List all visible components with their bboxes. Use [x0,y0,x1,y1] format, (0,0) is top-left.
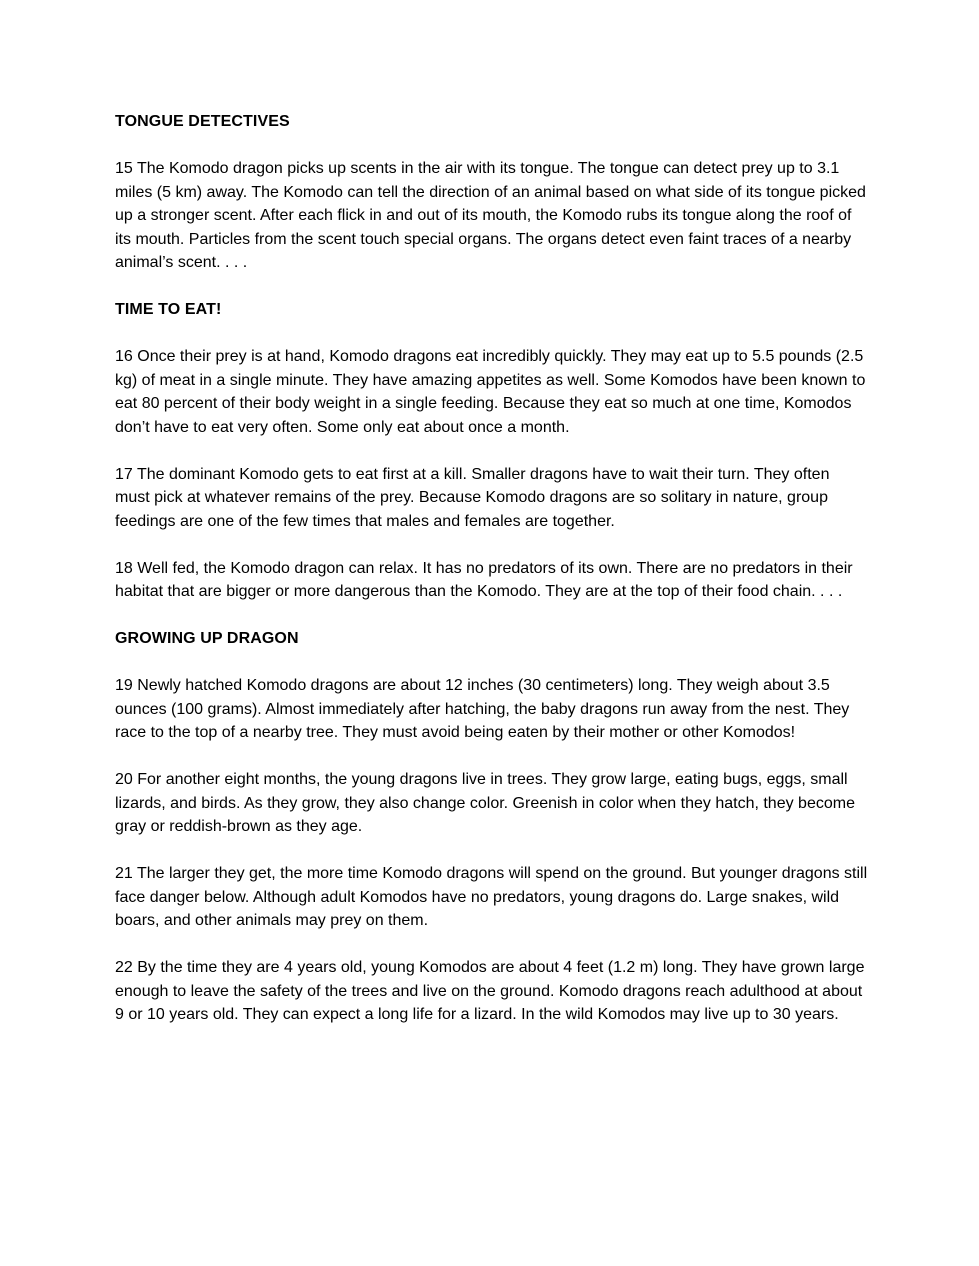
paragraph-18: 18 Well fed, the Komodo dragon can relax. It has no predators of its own. There are no predators in their habitat that are bigger or more dangerous than the Komodo. They are at the top of their food chain. . . . [115,559,853,600]
paragraph-20: 20 For another eight months, the young dragons live in trees. They grow large, eating bugs, eggs, small lizards, and birds. As they grow, they also change color. Greenish in color when they hatch, they become gray or reddish-brown as they age. [115,771,855,835]
section-heading-growing-up-dragon: GROWING UP DRAGON [115,630,299,647]
paragraph-15: 15 The Komodo dragon picks up scents in the air with its tongue. The tongue can detect prey up to 3.1 miles (5 km) away. The Komodo can tell the direction of an animal based on what side of its tongue picked up a stronger scent. After each flick in and out of its mouth, the Komodo rubs its tongue along the roof of its mouth. Particles from the scent touch special organs. The organs detect even faint traces of a nearby animal’s scent. . . . [115,160,866,271]
paragraph-16: 16 Once their prey is at hand, Komodo dragons eat incredibly quickly. They may eat up to 5.5 pounds (2.5 kg) of meat in a single minute. They have amazing appetites as well. Some Komodos have been known to eat 80 percent of their body weight in a single feeding. Because they eat so much at one time, Komodos don’t have to eat very often. Some only eat about once a month. [115,348,866,436]
paragraph-19: 19 Newly hatched Komodo dragons are about 12 inches (30 centimeters) long. They weigh about 3.5 ounces (100 grams). Almost immediately after hatching, the baby dragons run away from the nest. They race to the top of a nearby tree. They must avoid being eaten by their mother or other Komodos! [115,677,850,741]
paragraph-21: 21 The larger they get, the more time Komodo dragons will spend on the ground. But younger dragons still face danger below. Although adult Komodos have no predators, young dragons do. Large snakes, wild boars, and other animals may prey on them. [115,865,868,929]
paragraph-17: 17 The dominant Komodo gets to eat first at a kill. Smaller dragons have to wait their turn. They often must pick at whatever remains of the prey. Because Komodo dragons are so solitary in nature, group feedings are one of the few times that males and females are together. [115,465,830,530]
section-heading-tongue-detectives: TONGUE DETECTIVES [115,113,290,130]
paragraph-22: 22 By the time they are 4 years old, young Komodos are about 4 feet (1.2 m) long. They have grown large enough to leave the safety of the trees and live on the ground. Komodo dragons reach adulthood at about 9 or 10 years old. They can expect a long life for a lizard. In the wild Komodos may live up to 30 years. [115,959,865,1023]
section-heading-time-to-eat: TIME TO EAT! [115,301,222,318]
